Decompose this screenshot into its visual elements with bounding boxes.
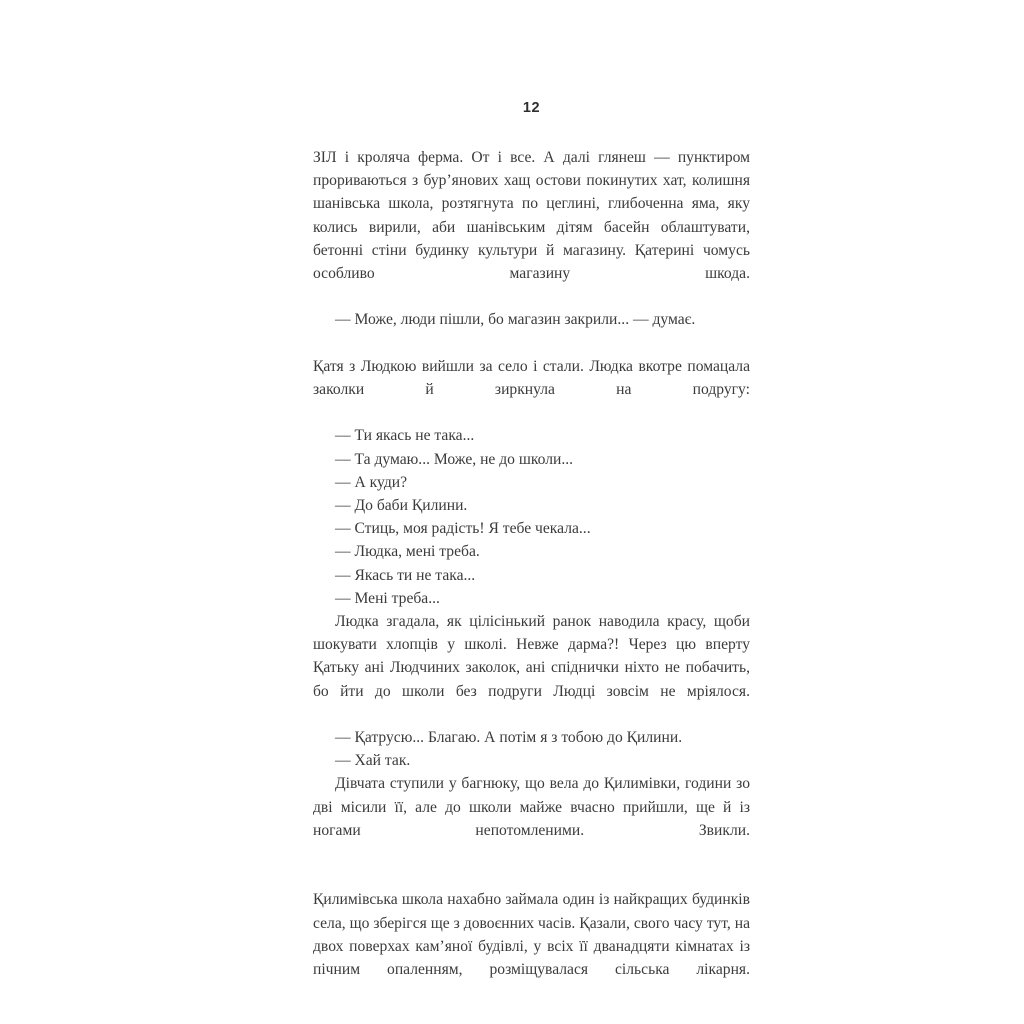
section-opening <box>313 146 750 332</box>
dialogue-line: — Мені треба... <box>335 589 440 607</box>
body-paragraph: Қатя з Людкою вийшли за село і стали. Людка вкотре помацала заколки й зиркнула на подругу: <box>313 357 750 399</box>
section-walk <box>313 355 750 865</box>
text-column <box>313 100 750 1004</box>
dialogue-line: — А куди? <box>335 473 408 491</box>
dialogue-line: — Ти якась не така... <box>335 427 475 445</box>
section-divider <box>313 332 750 355</box>
dialogue-line: — Може, люди пішли, бо магазин закрили... — думає. <box>335 311 696 329</box>
body-paragraph: Дівчата ступили у багнюку, що вела до Қилимівки, години зо дві місили її, але до школи майже вчасно прийшли, ще й із ногами непотомленими. Звикли. <box>313 775 750 839</box>
dialogue-line: — До баби Қилини. <box>335 497 468 515</box>
page-number: 12 <box>522 100 541 116</box>
body-paragraph: ЗІЛ і кроляча ферма. От і все. А далі глянеш — пунктиром прориваються з бур’янових хащ остови покинутих хат, колишня шанівська школа, розтягнута по цеглині, глибоченна яма, яку колись вирили, аби шанівським дітям басейн облаштувати, бетонні стіни будинку культури й магазину. Қатерині чомусь особливо магазину шкода. <box>313 149 750 283</box>
section-divider <box>313 865 750 888</box>
dialogue-line: — Стиць, моя радість! Я тебе чекала... <box>335 520 591 538</box>
body-paragraph: Қилимівська школа нахабно займала один із найкращих будинків села, що зберігся ще з довоєнних часів. Қазали, свого часу тут, на двох поверхах кам’яної будівлі, у всіх її дванадцяти кімнатах із пічним опаленням, розміщувалася сільська лікарня. <box>313 891 750 979</box>
dialogue-line: — Людка, мені треба. <box>335 543 480 561</box>
dialogue-line: — Та думаю... Може, не до школи... <box>335 450 574 468</box>
body-paragraph: Людка згадала, як цілісінький ранок наводила красу, щоби шокувати хлопців у школі. Невже дарма?! Через цю вперту Қатьку ані Людчиних заколок, ані спіднички ніхто не побачить, бо йти до школи без подруги Людці зовсім не мріялося. <box>313 613 750 700</box>
dialogue-line: — Хай так. <box>335 752 411 770</box>
section-school <box>313 888 750 1004</box>
dialogue-line: — Якась ти не така... <box>335 566 476 584</box>
dialogue-line: — Қатрусю... Благаю. А потім я з тобою до Қилини. <box>335 729 683 747</box>
